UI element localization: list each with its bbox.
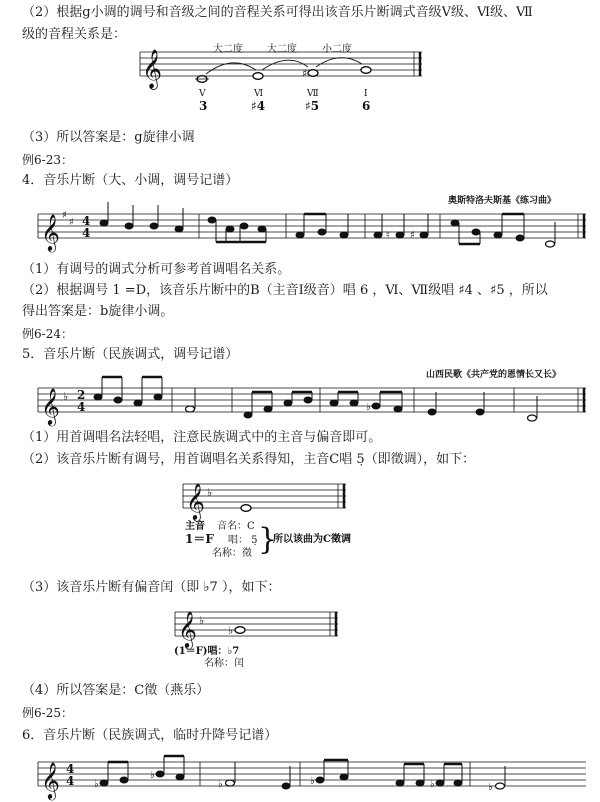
svg-text:♭: ♭ bbox=[199, 614, 205, 627]
section-heading: 6．音乐片断（民族调式，临时升降号记谱） bbox=[22, 728, 278, 743]
svg-text:♭: ♭ bbox=[218, 779, 223, 790]
analysis-line-1: （1）用首调唱名法轻唱，注意民族调式中的主音与偏音即可。 bbox=[22, 430, 382, 445]
svg-text:♭: ♭ bbox=[63, 390, 69, 403]
svg-text:𝄞: 𝄞 bbox=[142, 49, 163, 89]
svg-text:♭: ♭ bbox=[310, 776, 315, 787]
passing-tone-name: 名称：闰 bbox=[204, 658, 244, 669]
staff-section-4 bbox=[0, 206, 600, 266]
svg-text:♯: ♯ bbox=[62, 210, 67, 221]
analysis-line-2: （2）根据调号 1 =D，该音乐片断中的B（主音Ⅰ级音）唱 6 ，Ⅵ、Ⅶ级唱 ♯4 、♯5 ，所以 bbox=[22, 283, 548, 298]
key-label: 1＝F bbox=[185, 532, 214, 546]
svg-text:♮: ♮ bbox=[386, 230, 390, 241]
svg-text:𝄞: 𝄞 bbox=[41, 213, 60, 251]
degree-vii: Ⅶ bbox=[307, 89, 319, 99]
time-sig-bottom: 4 bbox=[66, 774, 75, 788]
number-3: 3 bbox=[199, 99, 208, 113]
tonic-label: 主音 bbox=[185, 521, 205, 532]
svg-text:♯: ♯ bbox=[410, 230, 415, 241]
example-label: 例6-23： bbox=[22, 153, 73, 167]
svg-text:}: } bbox=[258, 522, 278, 557]
svg-text:♭: ♭ bbox=[488, 782, 493, 793]
composer-credit: 奥斯特洛夫斯基《练习曲》 bbox=[448, 196, 557, 206]
sharp-sign: ♯ bbox=[302, 67, 308, 80]
interval-label-1: 大二度 bbox=[213, 44, 243, 55]
svg-text:♭: ♭ bbox=[150, 770, 155, 781]
time-sig-top: 4 bbox=[82, 214, 91, 228]
number-sharp4: ♯4 bbox=[251, 99, 266, 113]
degree-vi: Ⅵ bbox=[254, 89, 264, 99]
note-whole bbox=[241, 505, 251, 512]
answer-line: （4）所以答案是：C徵（燕乐） bbox=[22, 683, 210, 698]
svg-text:𝄞: 𝄞 bbox=[178, 610, 197, 648]
note-whole bbox=[235, 627, 245, 634]
degree-i: Ⅰ bbox=[364, 89, 368, 99]
mode-name-label: 名称：徵 bbox=[212, 548, 252, 559]
passing-tone-sing: (1＝F)唱：♭7 bbox=[174, 646, 240, 657]
svg-text:♭: ♭ bbox=[430, 779, 435, 790]
answer-line: （3）所以答案是：g旋律小调 bbox=[22, 130, 195, 145]
note-whole bbox=[308, 70, 318, 77]
staff-section-6 bbox=[0, 752, 600, 802]
analysis-line-3: （3）该音乐片断有偏音闰（即 ♭7 ），如下： bbox=[22, 580, 281, 595]
time-sig-top: 2 bbox=[77, 388, 86, 402]
interval-label-2: 大二度 bbox=[267, 44, 297, 55]
time-sig-bottom: 4 bbox=[82, 226, 91, 240]
svg-text:♭: ♭ bbox=[207, 486, 213, 499]
sing-label: 唱： 5̣ bbox=[228, 535, 258, 546]
song-credit: 山西民歌《共产党的恩情长又长》 bbox=[426, 370, 562, 380]
staff-passing-tone-example bbox=[0, 602, 600, 672]
svg-text:♭: ♭ bbox=[228, 624, 234, 637]
example-label: 例6-25： bbox=[22, 706, 73, 720]
staff-tonic-example bbox=[0, 474, 600, 574]
analysis-line-2: （2）该音乐片断有调号，用首调唱名关系得知，主音C唱 5̣（即徵调），如下： bbox=[22, 452, 476, 467]
interval-label-3: 小二度 bbox=[322, 44, 352, 55]
paragraph-continuation: 级的音程关系是： bbox=[22, 27, 127, 42]
svg-text:♭: ♭ bbox=[94, 779, 99, 790]
analysis-line-3: 得出答案是：b旋律小调。 bbox=[22, 304, 174, 319]
section-heading: 5．音乐片断（民族调式，调号记谱） bbox=[22, 347, 239, 362]
example-label: 例6-24： bbox=[22, 327, 73, 341]
svg-text:𝄞: 𝄞 bbox=[41, 387, 60, 425]
degree-v: Ⅴ bbox=[199, 89, 206, 99]
svg-text:𝄞: 𝄞 bbox=[186, 482, 205, 520]
number-6: 6 bbox=[362, 99, 371, 113]
note-name-label: 音名：C bbox=[217, 521, 255, 532]
mode-conclusion: 所以该曲为C徵调 bbox=[273, 534, 351, 545]
svg-text:♯: ♯ bbox=[69, 217, 74, 228]
number-sharp5: ♯5 bbox=[305, 99, 320, 113]
svg-text:♭: ♭ bbox=[366, 402, 371, 413]
analysis-line-1: （1）有调号的调式分析可参考首调唱名关系。 bbox=[22, 262, 291, 277]
section-heading: 4．音乐片断（大、小调，调号记谱） bbox=[22, 173, 239, 188]
time-sig-bottom: 4 bbox=[77, 400, 86, 414]
time-sig-top: 4 bbox=[66, 762, 75, 776]
note-whole bbox=[361, 67, 371, 74]
svg-text:𝄞: 𝄞 bbox=[41, 761, 60, 799]
paragraph-intro: （2）根据g小调的调号和音级之间的音程关系可得出该音乐片断调式音级Ⅴ级、Ⅵ级、Ⅶ bbox=[22, 5, 533, 20]
note-whole bbox=[253, 73, 263, 80]
